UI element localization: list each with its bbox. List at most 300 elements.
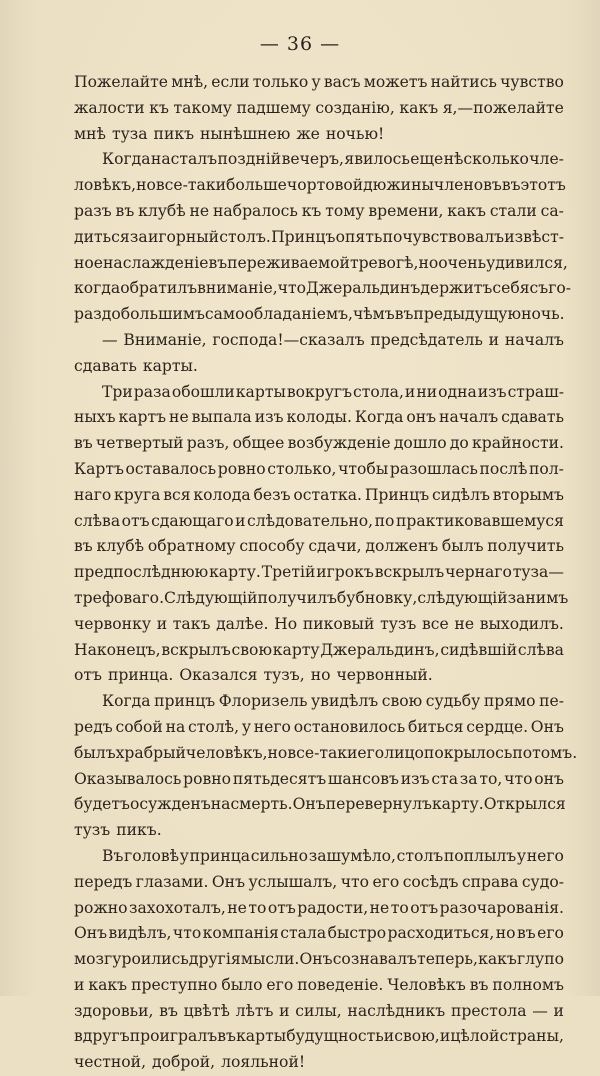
word: времени,	[368, 201, 444, 220]
word: карты	[236, 1027, 287, 1046]
word: столько,	[267, 459, 337, 478]
text-line	[74, 896, 564, 922]
word: дюжины	[363, 176, 434, 195]
word: въ	[517, 924, 536, 943]
word: отъ	[121, 511, 150, 530]
word: далѣе.	[216, 614, 269, 633]
word: вокругъ	[286, 382, 353, 401]
word: столъ.	[219, 227, 271, 246]
word: больше	[225, 176, 287, 195]
text-line	[74, 199, 564, 225]
word: не	[454, 614, 475, 633]
word: зашумѣло,	[308, 846, 396, 865]
text-line	[74, 689, 564, 715]
word: ста	[431, 769, 458, 788]
word: ровно	[217, 459, 266, 478]
word: тузъ,	[263, 666, 305, 685]
word: остановилось	[293, 717, 406, 736]
word: какъ	[447, 201, 486, 220]
word: что	[172, 924, 202, 943]
word: Когда	[354, 408, 404, 427]
word: къ	[301, 201, 322, 220]
word: пиковый	[302, 614, 375, 633]
word: на	[210, 795, 231, 814]
word: обошли	[171, 382, 235, 401]
word: Третій	[261, 563, 316, 582]
word: Онъ	[292, 795, 326, 814]
text-line	[74, 741, 578, 767]
word: въ	[159, 1001, 178, 1020]
word: большимъ	[120, 305, 205, 324]
word: созданію,	[315, 98, 395, 117]
word: карты.	[142, 356, 198, 375]
text-line	[74, 947, 564, 973]
word: наслѣдникъ	[347, 1001, 446, 1020]
word: вся	[163, 485, 191, 504]
word: способу	[239, 537, 305, 556]
word: вечеръ,	[281, 150, 344, 169]
word: получить	[487, 537, 564, 556]
word: выпала	[191, 408, 252, 427]
word: карту	[272, 640, 320, 659]
word: судьбу	[425, 692, 481, 711]
word: что	[340, 872, 370, 891]
word: четвертый	[95, 434, 184, 453]
word: лицо	[384, 743, 424, 762]
word: нынѣшнею	[200, 124, 291, 143]
word: можетъ	[363, 73, 428, 91]
text-line	[74, 612, 564, 638]
word: глазами.	[135, 872, 209, 891]
word: головѣ	[124, 846, 180, 865]
text-line	[74, 715, 564, 741]
word: какъ	[399, 98, 439, 117]
word: сидѣвшій	[440, 640, 518, 659]
text-line	[74, 147, 564, 173]
word: видѣлъ,	[108, 924, 172, 943]
word: стали	[489, 201, 537, 220]
word: набралось	[212, 201, 298, 220]
text-line	[74, 380, 564, 406]
word: слѣдующій	[417, 588, 508, 607]
word: изъ	[400, 769, 430, 788]
word: въ	[74, 434, 93, 453]
text-line	[74, 638, 564, 664]
word: колода	[193, 485, 251, 504]
word: предыдущую	[413, 305, 522, 324]
word: практиковавшемуся	[395, 511, 564, 530]
word: сильно	[250, 846, 309, 865]
word: клубѣ	[96, 537, 145, 556]
text-line	[74, 663, 564, 689]
word: роились	[121, 950, 189, 969]
word: чѣмъ	[352, 305, 395, 324]
text-line	[74, 534, 564, 560]
word: вдругъ	[74, 1027, 130, 1046]
word: лѣтъ	[235, 1001, 274, 1020]
word: въ	[469, 975, 489, 994]
word: страны,	[499, 1027, 564, 1046]
word: Принцъ	[271, 227, 336, 246]
word: за	[459, 769, 478, 788]
word: проигралъ	[129, 1027, 218, 1046]
word: мозгу	[74, 950, 122, 969]
word: все-таки	[155, 176, 226, 195]
text-line	[74, 405, 564, 431]
word: себя	[492, 279, 530, 298]
word: смерть.	[230, 795, 293, 814]
word: принца.	[107, 666, 174, 685]
word: ночью!	[325, 124, 385, 143]
word: круга	[114, 485, 161, 504]
word: слѣва	[517, 640, 564, 659]
word: въ	[115, 201, 135, 220]
word: цѣлой	[450, 1027, 500, 1046]
text-line	[74, 354, 564, 380]
word: когда	[74, 279, 121, 298]
word: собой	[115, 717, 163, 736]
word: тревогѣ,	[349, 253, 419, 272]
word: что	[504, 769, 533, 788]
word: доброй,	[152, 1053, 216, 1072]
word: полномъ	[492, 975, 564, 994]
text-line	[74, 483, 564, 509]
text-line	[74, 173, 564, 199]
word: червонку	[74, 614, 152, 633]
word: къ	[149, 98, 169, 117]
word: вскрылъ	[374, 563, 445, 582]
word: тому	[325, 201, 365, 220]
word: расходиться,	[387, 924, 495, 943]
word: цвѣтѣ	[183, 1001, 230, 1020]
word: страш-	[507, 382, 564, 401]
word: ныхъ	[74, 408, 116, 427]
text-line	[74, 973, 564, 999]
word: Джеральдинъ	[306, 279, 421, 298]
word: силы,	[295, 1001, 342, 1020]
word: этотъ	[520, 176, 566, 195]
text-line	[74, 70, 564, 96]
word: свою	[231, 640, 273, 659]
word: тузъ	[74, 821, 111, 840]
word: теперь,	[417, 950, 478, 969]
word: но	[310, 666, 331, 685]
word: честной,	[74, 1053, 147, 1072]
word: очень	[438, 253, 487, 272]
word: Когда	[102, 150, 151, 169]
word: пятьдесятъ	[232, 769, 327, 788]
word: но	[495, 924, 516, 943]
word: будетъ	[74, 795, 130, 814]
word: господа!—сказалъ	[212, 330, 365, 349]
word: изъ	[254, 408, 284, 427]
text-body	[74, 70, 578, 1076]
word: мысли.	[240, 950, 300, 969]
word: картъ	[118, 408, 167, 427]
word: въ	[74, 537, 93, 556]
word: не	[169, 408, 189, 427]
word: мнѣ	[74, 124, 106, 143]
word: у	[179, 846, 189, 865]
word: обратилъ	[120, 279, 198, 298]
word: компанія	[202, 924, 279, 943]
word: Онъ	[530, 717, 564, 736]
word: прямо	[483, 692, 536, 711]
word: но	[418, 253, 439, 272]
word: до	[449, 434, 469, 453]
word: сосѣдъ	[402, 872, 459, 891]
word: на	[165, 717, 186, 736]
word: трефоваго.	[74, 588, 165, 607]
word: какъ	[478, 950, 517, 969]
word: нѣсколько	[443, 150, 529, 169]
word: Человѣкъ	[387, 975, 466, 994]
word: стола,	[353, 382, 404, 401]
word: го-	[548, 279, 572, 298]
word: жалости	[74, 98, 145, 117]
word: пол-	[528, 459, 564, 478]
word: —	[532, 1001, 548, 1020]
word: карты	[235, 382, 286, 401]
word: еще	[410, 150, 444, 169]
word: его	[537, 924, 564, 943]
word: Онъ	[211, 872, 245, 891]
word: раза	[133, 382, 171, 401]
word: мнѣ,	[171, 73, 209, 91]
word: сердце.	[466, 717, 529, 736]
text-line	[74, 999, 564, 1025]
word: онъ	[534, 769, 564, 788]
text-line	[74, 921, 564, 947]
word: и	[235, 511, 246, 530]
word: шансовъ	[327, 769, 399, 788]
word: выходилъ.	[479, 614, 564, 633]
word: послѣ	[479, 459, 528, 478]
word: отъ	[74, 666, 102, 685]
word: падшему	[236, 98, 311, 117]
word: здоровьи,	[74, 1001, 154, 1020]
word: чтобы	[338, 459, 389, 478]
word: все	[421, 614, 449, 633]
word: получилъ	[257, 588, 337, 607]
word: въ	[394, 305, 414, 324]
word: наго	[74, 485, 112, 504]
word: другія	[188, 950, 241, 969]
word: переживаемой	[227, 253, 350, 272]
word: покрылось	[423, 743, 513, 762]
text-line	[74, 328, 564, 354]
word: туза—	[512, 563, 564, 582]
word: и	[156, 614, 168, 633]
word: разъ,	[186, 434, 230, 453]
word: его	[266, 975, 294, 994]
word: то	[248, 898, 267, 917]
word: такому	[173, 98, 232, 117]
word: и	[553, 1001, 564, 1020]
word: Наконецъ,	[74, 640, 161, 659]
word: ровно	[183, 769, 232, 788]
word: судо-	[521, 872, 564, 891]
word: я,—пожелайте	[442, 98, 564, 117]
word: извѣст-	[504, 227, 564, 246]
word: преступно	[131, 975, 218, 994]
word: него	[253, 717, 291, 736]
word: —	[102, 330, 118, 349]
text-line	[74, 1024, 564, 1050]
word: пе-	[539, 692, 564, 711]
word: предсѣдатель	[370, 330, 483, 349]
word: былъ	[441, 537, 484, 556]
word: чле-	[529, 150, 564, 169]
word: но	[136, 176, 156, 195]
word: Онъ	[299, 950, 333, 969]
word: у	[311, 73, 321, 91]
word: дошло	[393, 434, 447, 453]
word: Когда	[102, 692, 151, 711]
word: стала	[280, 924, 327, 943]
word: членовъ	[433, 176, 502, 195]
word: перевернулъ	[325, 795, 432, 814]
word: вторымъ	[492, 485, 564, 504]
word: обратному	[147, 537, 236, 556]
word: глупо	[516, 950, 564, 969]
word: пикъ	[153, 124, 195, 143]
word: Пожелайте	[74, 73, 169, 91]
word: Оказывалось	[74, 769, 182, 788]
word: потомъ.	[512, 743, 578, 762]
word: услышалъ,	[248, 872, 338, 891]
word: вниманіе,	[197, 279, 278, 298]
word: престола	[450, 1001, 527, 1020]
word: Принцъ	[364, 485, 430, 504]
word: опять	[335, 227, 383, 246]
word: Джеральдинъ,	[320, 640, 440, 659]
word: увидѣлъ	[311, 692, 379, 711]
word: захохоталъ,	[128, 898, 226, 917]
word: его	[357, 743, 385, 762]
word: лояльной!	[221, 1053, 306, 1072]
text-line	[74, 767, 564, 793]
word: столѣ,	[188, 717, 240, 736]
word: крайности.	[472, 434, 564, 453]
word: не	[189, 201, 210, 220]
word: клубѣ	[138, 201, 186, 220]
word: самообладаніемъ,	[204, 305, 353, 324]
word: биться	[408, 717, 464, 736]
word: принцъ	[154, 692, 216, 711]
word: только	[252, 73, 309, 91]
word: свою	[381, 692, 423, 711]
word: безъ	[253, 485, 291, 504]
word: и	[383, 1027, 395, 1046]
word: не	[369, 898, 390, 917]
word: Вниманіе,	[123, 330, 207, 349]
word: было	[221, 975, 263, 994]
word: его	[372, 872, 400, 891]
text-line	[74, 586, 569, 612]
word: человѣкъ,	[185, 743, 268, 762]
text-line	[74, 792, 564, 818]
text-line	[74, 457, 564, 483]
word: Въ	[102, 846, 124, 865]
word: же	[296, 124, 320, 143]
word: почувствовалъ	[382, 227, 505, 246]
word: общее	[232, 434, 285, 453]
word: у	[516, 846, 527, 865]
word: и	[279, 1001, 290, 1020]
word: былъ	[74, 743, 116, 762]
page-number: — 36 —	[259, 33, 341, 55]
word: оставалось	[125, 459, 217, 478]
word: сдавать	[501, 408, 564, 427]
word: у	[241, 717, 251, 736]
word: разочарованія.	[439, 898, 564, 917]
text-line	[74, 844, 564, 870]
word: храбрый	[115, 743, 186, 762]
text-line	[74, 870, 564, 896]
word: сидѣлъ	[431, 485, 490, 504]
word: передъ	[74, 872, 133, 891]
word: Оказался	[179, 666, 258, 685]
word: возбужденіе	[287, 434, 391, 453]
word: туза	[111, 124, 148, 143]
word: игорный	[147, 227, 220, 246]
word: будущность	[286, 1027, 384, 1046]
word: по	[374, 511, 395, 530]
word: быстро	[327, 924, 387, 943]
word: раздо	[74, 305, 121, 324]
word: ночь.	[521, 305, 565, 324]
word: него	[526, 846, 564, 865]
word: удивился,	[486, 253, 568, 272]
word: Открылся	[483, 795, 566, 814]
word: наслажденіе	[103, 253, 209, 272]
word: остатка.	[293, 485, 363, 504]
text-line	[74, 96, 564, 122]
word: то	[390, 898, 409, 917]
word: началъ	[504, 330, 564, 349]
word: столъ	[396, 846, 444, 865]
word: изъ	[477, 382, 507, 401]
word: найтись	[430, 73, 497, 91]
word: игрокъ	[316, 563, 374, 582]
word: чортовой	[286, 176, 364, 195]
text-line	[74, 1050, 564, 1076]
word: тузъ	[380, 614, 417, 633]
word: долженъ	[365, 537, 439, 556]
word: слѣва	[74, 511, 121, 530]
word: но	[267, 743, 288, 762]
text-line	[74, 276, 572, 302]
word: чувство	[500, 73, 564, 91]
text-line	[74, 509, 564, 535]
text-line	[74, 431, 564, 457]
word: редъ	[74, 717, 113, 736]
word: Три	[102, 382, 133, 401]
word: радости,	[297, 898, 369, 917]
word: разошлась	[389, 459, 478, 478]
word: и	[404, 382, 416, 401]
text-line	[74, 818, 564, 844]
word: держитъ	[420, 279, 493, 298]
word: то,	[479, 769, 503, 788]
word: чернаго	[445, 563, 512, 582]
word: свою,	[394, 1027, 440, 1046]
word: осужденъ	[129, 795, 211, 814]
word: бубновку,	[336, 588, 418, 607]
word: васъ	[323, 73, 361, 91]
word: слѣдовательно,	[247, 511, 374, 530]
